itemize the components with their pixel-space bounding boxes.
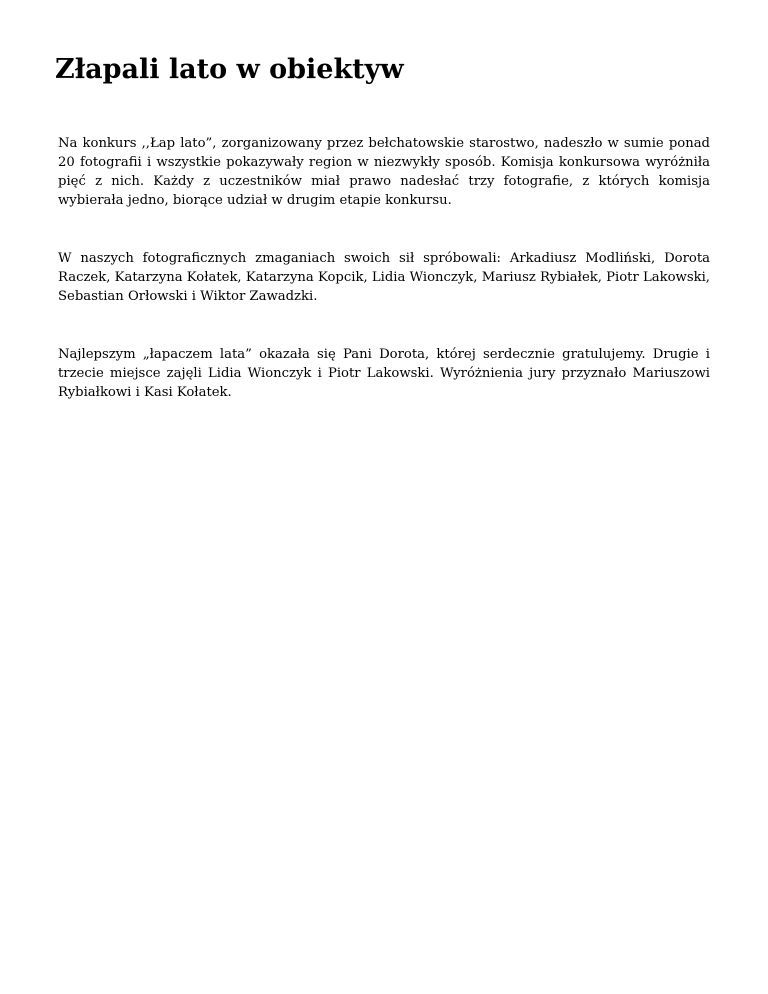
article-title: Złapali lato w obiektyw [55, 54, 404, 85]
paragraph-results: Najlepszym „łapaczem lata” okazała się Pani Dorota, której serdecznie gratulujemy. Drugie i trzecie miejsce zajęli Lidia Wionczyk i Piotr Lakowski. Wyróżnienia jury przyznało Mariuszowi Rybiałkowi i Kasi Kołatek. [58, 347, 710, 400]
paragraph-contest-intro: Na konkurs ,,Łap lato”, zorganizowany przez bełchatowskie starostwo, nadeszło w sumie ponad 20 fotografii i wszystkie pokazywały region w niezwykły sposób. Komisja konkursowa wyróżniła pięć z nich. Każdy z uczestników miał prawo nadesłać trzy fotografie, z których komisja wybierała jedno, biorące udział w drugim etapie konkursu. [58, 136, 710, 208]
paragraph-participants: W naszych fotograficznych zmaganiach swoich sił spróbowali: Arkadiusz Modliński, Dorota Raczek, Katarzyna Kołatek, Katarzyna Kopcik, Lidia Wionczyk, Mariusz Rybiałek, Piotr Lakowski, Sebastian Orłowski i Wiktor Zawadzki. [58, 251, 710, 304]
